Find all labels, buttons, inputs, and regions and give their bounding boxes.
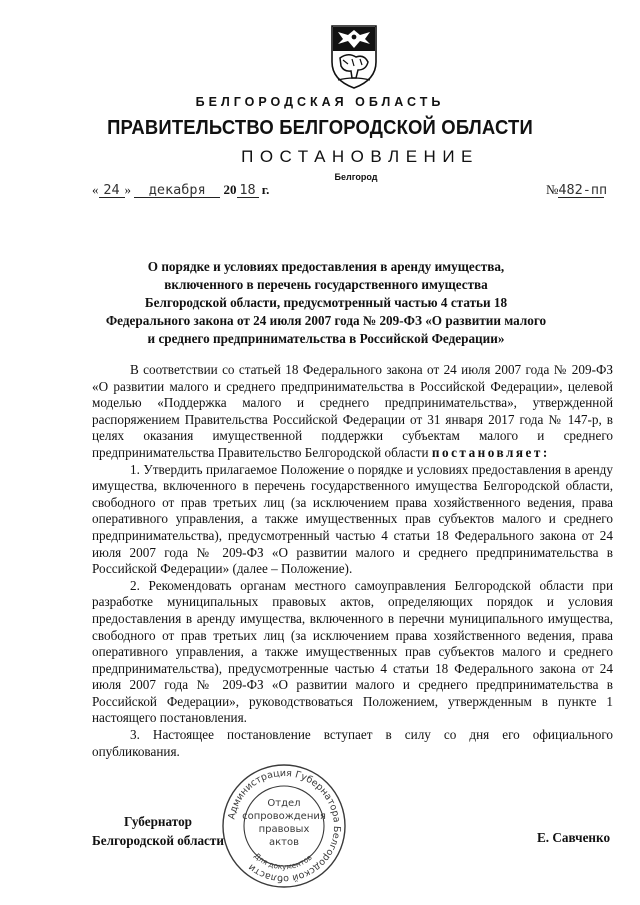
official-stamp	[220, 762, 348, 890]
title-line: включенного в перечень государственного имущества	[164, 277, 488, 292]
position-line-2: Белгородской области	[92, 833, 224, 848]
signatory-position	[92, 812, 224, 850]
coat-of-arms-icon	[326, 22, 382, 90]
document-date	[92, 182, 269, 198]
position-line-1: Губернатор	[124, 814, 192, 829]
region-name: БЕЛГОРОДСКАЯ ОБЛАСТЬ	[195, 95, 445, 109]
signatory-name: Е. Савченко	[537, 830, 611, 845]
item-1-paragraph: 1. Утвердить прилагаемое Положение о порядке и условиях предоставления в аренду имущества, включенного в перечень государственного имущества Белгородской области, свободного от прав третьих лиц (за исключением права хозяйственного ведения, права оперативного управления, а также имущественных прав субъектов малого и среднего предпринимательства), предусмотренный частью 4 статьи 18 Федерального закона от 24 июля 2007 года № 209-ФЗ «О развитии малого и среднего предпринимательства в Российской Федерации» (далее – Положение).	[92, 461, 613, 577]
date-year-mark: г.	[261, 182, 270, 197]
stamp-ring-text: Администрация Губернатора Белгородской области	[226, 767, 343, 885]
stamp-bottom-text: Для документов	[252, 851, 314, 872]
title-line: О порядке и условиях предоставления в аренду имущества,	[147, 259, 505, 274]
date-close-quote: »	[124, 182, 131, 197]
date-year-suffix: 18	[237, 183, 259, 198]
document-title	[90, 258, 562, 348]
document-type: ПОСТАНОВЛЕНИЕ	[241, 147, 479, 166]
document-body	[92, 362, 613, 760]
preamble-paragraph	[92, 362, 613, 462]
preamble-text: В соответствии со статьей 18 Федерального закона от 24 июля 2007 года № 209-ФЗ «О развитии малого и среднего предпринимательства в Российской Федерации», целевой моделью «Поддержка малого и среднего предпринимательства», утвержденной распоряжением Правительства Российской Федерации от 31 января 2017 года № 147-р, в целях оказания имущественной поддержки субъектам малого и среднего предпринимательства Правительство Белгородской области	[92, 362, 613, 460]
title-line: Белгородской области, предусмотренный частью 4 статьи 18	[144, 295, 508, 310]
title-line: и среднего предпринимательства в Российской Федерации»	[147, 331, 505, 346]
city-name: Белгород	[334, 172, 378, 182]
title-line: Федерального закона от 24 июля 2007 года № 209-ФЗ «О развитии малого	[105, 313, 547, 328]
date-day: 24	[99, 183, 125, 198]
stamp-center-line: сопровождения	[242, 811, 326, 822]
resolves-word: постановляет:	[431, 444, 550, 460]
date-year-prefix: 20	[223, 182, 237, 197]
item-3-paragraph: 3. Настоящее постановление вступает в силу со дня его официального опубликования.	[92, 727, 613, 759]
item-2-paragraph: 2. Рекомендовать органам местного самоуправления Белгородской области при разработке муниципальных правовых актов, определяющих порядок и условия предоставления в аренду имущества, включенного в перечни муниципального имущества, свободного от прав третьих лиц (за исключением права хозяйственного ведения, права оперативного управления, а также имущественных прав субъектов малого и среднего предпринимательства), предусмотренные частью 4 статьи 18 Федерального закона от 24 июля 2007 года № 209-ФЗ «О развитии малого и среднего предпринимательства в Российской Федерации», руководствоваться Положением, утвержденным в пункте 1 настоящего постановления.	[92, 577, 613, 726]
government-name: ПРАВИТЕЛЬСТВО БЕЛГОРОДСКОЙ ОБЛАСТИ	[107, 116, 533, 139]
stamp-center-line: правовых	[258, 824, 310, 835]
date-open-quote: «	[92, 182, 99, 197]
document-number	[546, 182, 608, 198]
stamp-center-line: Отдел	[267, 798, 301, 809]
date-month: декабря	[134, 183, 220, 198]
number-value: 482-пп	[558, 182, 608, 198]
stamp-center-line: актов	[268, 837, 300, 848]
number-sign: №	[546, 182, 559, 197]
